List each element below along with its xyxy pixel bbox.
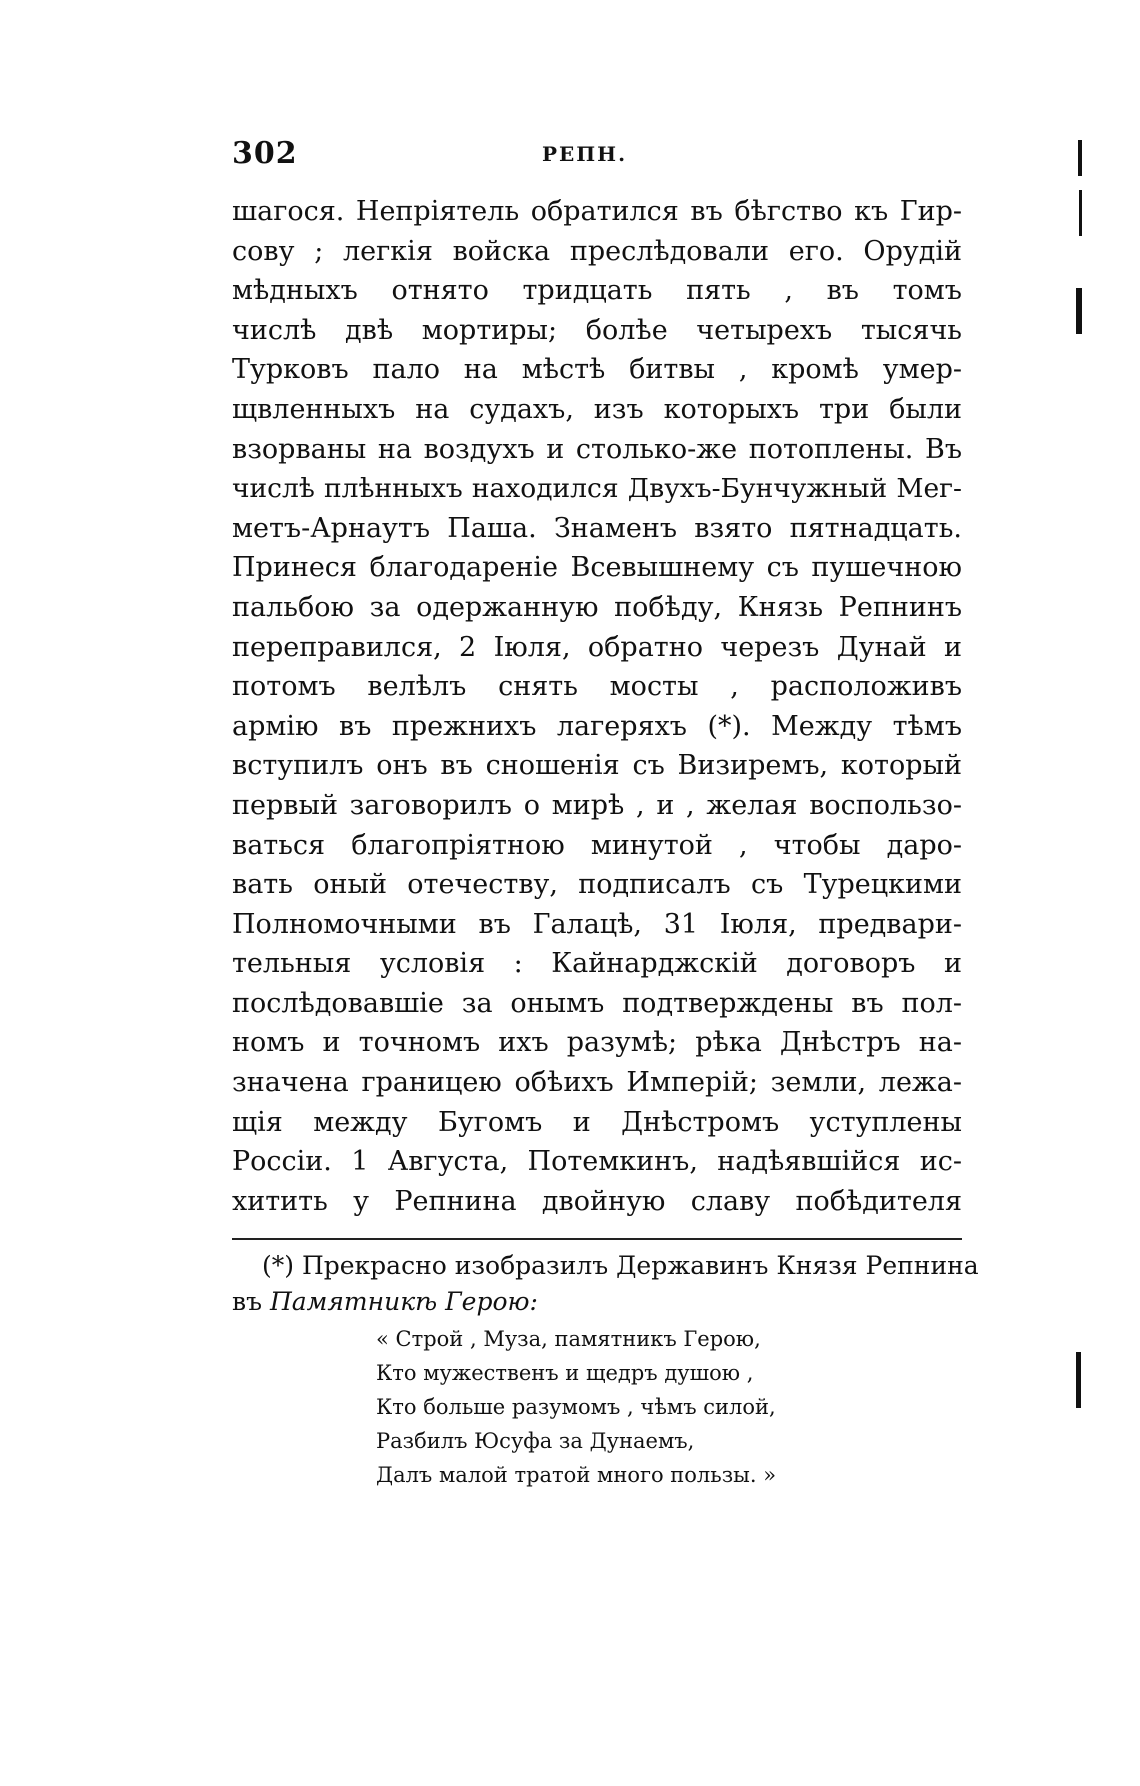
scan-artifact	[1076, 288, 1082, 334]
footnote	[232, 1248, 979, 1320]
text-line: тельныя условія : Кайнарджскій договоръ и	[232, 948, 962, 980]
text-line: переправился, 2 Іюля, обратно черезъ Дунай и	[232, 631, 962, 663]
scan-artifact	[1078, 140, 1082, 176]
text-line: мѣдныхъ отнято тридцать пять , въ томъ	[232, 275, 962, 307]
text-line: послѣдовавшіе за онымъ подтверждены въ пол-	[232, 987, 962, 1019]
text-line: сову ; легкія войска преслѣдовали его. Орудій	[232, 235, 962, 267]
poem-verse: Далъ малой тратой много пользы. »	[376, 1463, 777, 1487]
text-line: ваться благопріятною минутой , чтобы даро-	[232, 829, 962, 861]
running-head: РЕПН.	[542, 142, 628, 166]
text-line: хитить у Репнина двойную славу побѣдителя	[232, 1185, 962, 1217]
footnote-poem	[376, 1322, 876, 1492]
scan-artifact	[1076, 1352, 1081, 1408]
text-line: номъ и точномъ ихъ разумѣ; рѣка Днѣстръ на-	[232, 1027, 962, 1059]
footnote-line: (*) Прекрасно изобразилъ Державинъ Князя Репнина	[262, 1251, 979, 1280]
page-header	[232, 136, 972, 176]
text-line: пальбою за одержанную побѣду, Князь Репнинъ	[232, 591, 962, 623]
text-line: армію въ прежнихъ лагеряхъ (*). Между тѣмъ	[232, 710, 962, 742]
text-line: значена границею обѣихъ Имперій; земли, лежа-	[232, 1067, 962, 1099]
poem-verse: Разбилъ Юсуфа за Дунаемъ,	[376, 1429, 695, 1453]
poem-verse: « Строй , Муза, памятникъ Герою,	[376, 1327, 761, 1351]
text-line: числѣ плѣнныхъ находился Двухъ-Бунчужный Мег-	[232, 473, 962, 505]
text-line: вступилъ онъ въ сношенія съ Визиремъ, который	[232, 750, 962, 782]
text-line: взорваны на воздухъ и столько-же потоплены. Въ	[232, 433, 962, 465]
text-line: Россіи. 1 Августа, Потемкинъ, надѣявшійся ис-	[232, 1146, 962, 1178]
text-line: вать оный отечеству, подписалъ съ Турецкими	[232, 869, 962, 901]
text-line: Полномочными въ Галацѣ, 31 Іюля, предвари-	[232, 908, 962, 940]
footnote-line	[232, 1284, 962, 1320]
poem-verse: Кто мужественъ и щедръ душою ,	[376, 1361, 754, 1385]
text-line: щія между Бугомъ и Днѣстромъ уступлены	[232, 1106, 962, 1138]
text-line: потомъ велѣлъ снять мосты , расположивъ	[232, 671, 962, 703]
text-line: шагося. Непріятель обратился въ бѣгство къ Гир-	[232, 196, 962, 227]
text-line: числѣ двѣ мортиры; болѣе четырехъ тысячь	[232, 314, 962, 346]
text-line: Турковъ пало на мѣстѣ битвы , кромѣ умер-	[232, 354, 962, 386]
footnote-italic-title: Памятникѣ Герою:	[269, 1287, 538, 1316]
footnote-prefix: въ	[232, 1287, 270, 1316]
main-text-block	[232, 192, 962, 1221]
text-line: первый заговорилъ о мирѣ , и , желая воспользо-	[232, 789, 962, 821]
scan-margin-marks	[1070, 140, 1090, 1440]
page-number: 302	[232, 136, 298, 171]
text-line: метъ-Арнаутъ Паша. Знаменъ взято пятнадцать.	[232, 512, 962, 544]
poem-verse: Кто больше разумомъ , чѣмъ силой,	[376, 1395, 776, 1419]
scan-artifact	[1079, 190, 1082, 236]
text-line: щвленныхъ на судахъ, изъ которыхъ три были	[232, 393, 962, 425]
text-line: Принеся благодареніе Всевышнему съ пушечною	[232, 552, 962, 584]
footnote-divider	[232, 1238, 962, 1240]
